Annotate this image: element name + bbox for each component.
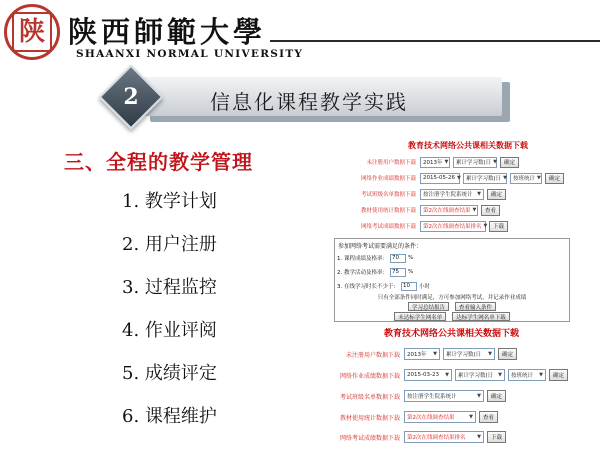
chevron-down-icon: ▼: [445, 372, 449, 378]
chevron-down-icon: ▼: [498, 372, 502, 378]
criteria-row: [337, 279, 430, 293]
chevron-down-icon: ▼: [456, 175, 461, 181]
row-label: 网络作业成绩数据下载: [339, 372, 400, 380]
summary-report-button[interactable]: 学习总结报告: [408, 302, 449, 311]
dept-select[interactable]: 按注册学生院系统计 ▼: [404, 390, 484, 402]
stat-type-select[interactable]: 累计学习数(日 ▼: [443, 348, 495, 360]
criteria-buttons-row: [335, 302, 569, 311]
slide-number: 2: [123, 84, 139, 110]
survey-select[interactable]: 第2次在线调查结果 ▼: [404, 411, 476, 423]
row-label: 未注册用户数据下载: [366, 160, 416, 166]
form-row: [338, 154, 519, 170]
criteria-row: [337, 251, 413, 265]
list-item: 4. 作业评阅: [122, 320, 217, 341]
form-row: [338, 186, 506, 202]
form-row: [338, 218, 508, 234]
criteria-heading: 参加网络考试需要满足的条件：: [338, 243, 423, 250]
download-panel-title: 教育技术网络公共课相关数据下载: [408, 141, 528, 150]
view-button[interactable]: 查看: [479, 411, 498, 423]
chevron-down-icon: ▼: [477, 434, 481, 440]
year-select[interactable]: 2013年 ▼: [420, 157, 450, 168]
criteria-input[interactable]: 10: [401, 282, 417, 291]
survey-select[interactable]: 第2次在线调查结果 ▼: [420, 205, 478, 216]
group-select[interactable]: 按班统计 ▼: [510, 173, 542, 184]
chevron-down-icon: ▼: [469, 414, 473, 420]
qualified-list-download-button[interactable]: 达标学生网名单下载: [452, 312, 510, 321]
list-item: 5. 成绩评定: [122, 363, 217, 384]
confirm-button[interactable]: 确定: [487, 390, 506, 402]
ranking-select[interactable]: 第2次在线调查结果排名 ▼: [404, 431, 484, 443]
download-panel-bottom: [300, 324, 596, 446]
confirm-button[interactable]: 确定: [487, 189, 506, 200]
chevron-down-icon: ▼: [483, 223, 488, 229]
criteria-input[interactable]: 75: [390, 268, 406, 277]
criteria-unit: %: [408, 255, 414, 261]
university-name-en: SHAANXI NORMAL UNIVERSITY: [76, 48, 304, 60]
download-button[interactable]: 下载: [489, 221, 508, 232]
criteria-unit: 小时: [419, 284, 431, 290]
form-row: [338, 202, 500, 218]
list-item: 3. 过程监控: [122, 277, 217, 298]
chevron-down-icon: ▼: [444, 159, 449, 165]
criteria-note: 只有全部条件同时满足，方可参加网络考试，并记录作业成绩: [377, 295, 527, 301]
list-item: 2. 用户注册: [122, 234, 217, 255]
year-select[interactable]: 2013年 ▼: [404, 348, 440, 360]
header: [0, 0, 600, 64]
confirm-button[interactable]: 确定: [545, 173, 564, 184]
chevron-down-icon: ▼: [537, 175, 541, 181]
view-button[interactable]: 查看: [481, 205, 500, 216]
stat-type-select[interactable]: 累计学习数(日 ▼: [453, 157, 497, 168]
row-label: 未注册用户数据下载: [345, 351, 400, 359]
criteria-label: 3. 在线学习时长不少于：: [337, 284, 399, 290]
slide-title: 信息化课程教学实践: [210, 90, 408, 114]
criteria-label: 2. 教学活动及格率：: [337, 270, 388, 276]
university-name-cn: 陕西師範大學: [68, 15, 267, 49]
date-select[interactable]: 2015-03-23 ▼: [404, 369, 452, 381]
row-label: 网络考试成绩数据下载: [339, 434, 400, 442]
chevron-down-icon: ▼: [488, 351, 492, 357]
ranking-select[interactable]: 第2次在线调查结果排名 ▼: [420, 221, 486, 232]
exam-criteria-box: [334, 238, 570, 322]
criteria-unit: %: [408, 269, 414, 275]
download-button[interactable]: 下载: [487, 431, 506, 443]
chevron-down-icon: ▼: [433, 351, 437, 357]
form-row: [300, 344, 517, 364]
confirm-button[interactable]: 确定: [549, 369, 568, 381]
row-label: 网络考试成绩数据下载: [360, 224, 416, 230]
chevron-down-icon: ▼: [477, 191, 481, 197]
dept-select[interactable]: 按注册学生院系统计 ▼: [420, 189, 484, 200]
row-label: 考试班级名单数据下载: [339, 393, 400, 401]
criteria-row: [337, 265, 413, 279]
header-divider: [270, 40, 600, 42]
row-label: 网络作业成绩数据下载: [360, 176, 416, 182]
list-item: 6. 课程维护: [122, 406, 217, 427]
stat-type-select[interactable]: 累计学习数(日 ▼: [463, 173, 507, 184]
seal-character: 陕: [18, 17, 45, 47]
chevron-down-icon: ▼: [493, 159, 498, 165]
row-label: 教材使用统计数据下载: [339, 414, 400, 422]
stat-type-select[interactable]: 累计学习数(日 ▼: [455, 369, 505, 381]
criteria-input[interactable]: 70: [390, 254, 406, 263]
form-row: [300, 427, 506, 447]
list-item: 1. 教学计划: [122, 191, 217, 212]
row-label: 考试班级名单数据下载: [360, 192, 416, 198]
management-list: [122, 180, 217, 438]
chevron-down-icon: ▼: [539, 372, 543, 378]
download-panel-top: [338, 140, 578, 236]
confirm-button[interactable]: 确定: [498, 348, 517, 360]
university-seal-logo: [4, 4, 60, 60]
section-heading: 三、全程的教学管理: [64, 150, 253, 174]
form-row: [300, 407, 498, 427]
form-row: [300, 386, 506, 406]
chevron-down-icon: ▼: [477, 393, 481, 399]
chevron-down-icon: ▼: [503, 175, 508, 181]
criteria-buttons-row: [335, 312, 569, 321]
unqualified-list-button[interactable]: 未达标学生网名单: [394, 312, 446, 321]
group-select[interactable]: 按班统计 ▼: [508, 369, 546, 381]
confirm-button[interactable]: 确定: [500, 157, 519, 168]
criteria-label: 1. 课程成绩及格率：: [337, 256, 388, 262]
date-select[interactable]: 2015-05-26 ▼: [420, 173, 460, 184]
form-row: [300, 365, 568, 385]
form-row: [338, 170, 564, 186]
row-label: 教材使用统计数据下载: [360, 208, 416, 214]
download-panel-title: 教育技术网络公共课相关数据下载: [384, 329, 520, 339]
view-conditions-button[interactable]: 查看输入条件: [455, 302, 496, 311]
chevron-down-icon: ▼: [472, 207, 477, 213]
